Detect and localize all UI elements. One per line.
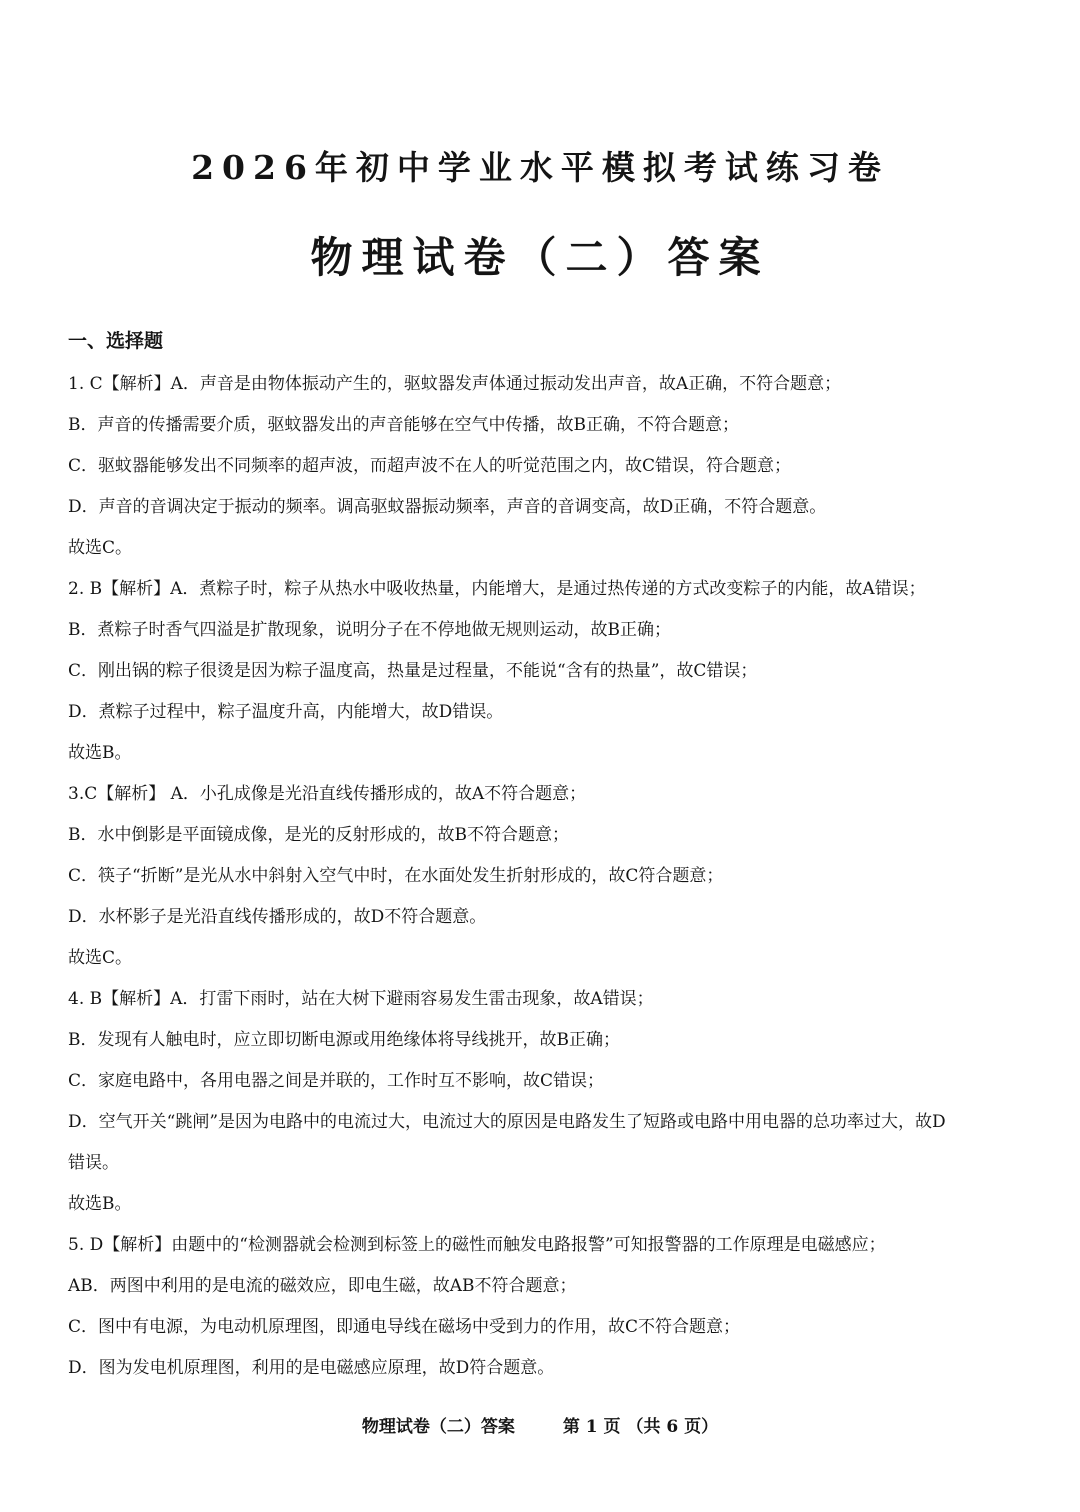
answer-line: C．家庭电路中，各用电器之间是并联的，工作时互不影响，故C错误； (68, 1071, 605, 1091)
answer-line: B．煮粽子时香气四溢是扩散现象，说明分子在不停地做无规则运动，故B正确； (68, 620, 671, 640)
answer-line: 错误。 (68, 1153, 119, 1173)
answer-item-2 (68, 569, 1028, 774)
answer-item-4 (68, 979, 1028, 1225)
answer-conclusion: 故选B。 (68, 743, 132, 763)
answer-item-1 (68, 364, 1028, 569)
answer-line: AB．两图中利用的是电流的磁效应，即电生磁，故AB不符合题意； (68, 1276, 577, 1296)
answer-line: B．发现有人触电时，应立即切断电源或用绝缘体将导线挑开，故B正确； (68, 1030, 620, 1050)
answer-line: B．声音的传播需要介质，驱蚊器发出的声音能够在空气中传播，故B正确，不符合题意； (68, 415, 739, 435)
answer-line: 5. D【解析】由题中的“检测器就会检测到标签上的磁性而触发电路报警”可知报警器的工作原理是电磁感应； (68, 1235, 886, 1255)
footer-page-info: 第 1 页 （共 6 页） (562, 1417, 719, 1437)
answer-line: D．声音的音调决定于振动的频率。调高驱蚊器振动频率，声音的音调变高，故D正确，不符合题意。 (68, 497, 827, 517)
answer-line: B．水中倒影是平面镜成像，是光的反射形成的，故B不符合题意； (68, 825, 569, 845)
paper-title: 物理试卷（二）答案 (310, 233, 770, 282)
answer-line: D．空气开关“跳闸”是因为电路中的电流过大，电流过大的原因是电路发生了短路或电路中用电器的总功率过大，故D (68, 1112, 946, 1132)
footer-paper-name: 物理试卷（二）答案 (361, 1417, 515, 1437)
answer-line: D．煮粽子过程中，粽子温度升高，内能增大，故D错误。 (68, 702, 504, 722)
answer-line: C．筷子“折断”是光从水中斜射入空气中时，在水面处发生折射形成的，故C符合题意； (68, 866, 724, 886)
answer-line: 1. C【解析】A．声音是由物体振动产生的，驱蚊器发声体通过振动发出声音，故A正确，不符合题意； (68, 374, 842, 394)
answer-line: 2. B【解析】A．煮粽子时，粽子从热水中吸收热量，内能增大，是通过热传递的方式改变粽子的内能，故A错误； (68, 579, 926, 599)
answer-line: 3.C【解析】 A．小孔成像是光沿直线传播形成的，故A不符合题意； (68, 784, 587, 804)
section-heading: 一、选择题 (68, 330, 164, 352)
answer-line: D．水杯影子是光沿直线传播形成的，故D不符合题意。 (68, 907, 487, 927)
exam-title: 2026年初中学业水平模拟考试练习卷 (191, 148, 889, 187)
answer-line: C．图中有电源，为电动机原理图，即通电导线在磁场中受到力的作用，故C不符合题意； (68, 1317, 741, 1337)
answer-item-3 (68, 774, 1028, 979)
page-footer (0, 1412, 1080, 1442)
answer-line: C．刚出锅的粽子很烫是因为粽子温度高，热量是过程量，不能说“含有的热量”，故C错误； (68, 661, 758, 681)
answer-conclusion: 故选C。 (68, 948, 133, 968)
answer-item-5 (68, 1225, 1028, 1389)
answer-conclusion: 故选B。 (68, 1194, 132, 1214)
answer-conclusion: 故选C。 (68, 538, 133, 558)
answer-line: 4. B【解析】A．打雷下雨时，站在大树下避雨容易发生雷击现象，故A错误； (68, 989, 654, 1009)
answer-line: C．驱蚊器能够发出不同频率的超声波，而超声波不在人的听觉范围之内，故C错误，符合题意； (68, 456, 792, 476)
answer-content (68, 322, 1028, 1389)
answer-line: D．图为发电机原理图，利用的是电磁感应原理，故D符合题意。 (68, 1358, 555, 1378)
